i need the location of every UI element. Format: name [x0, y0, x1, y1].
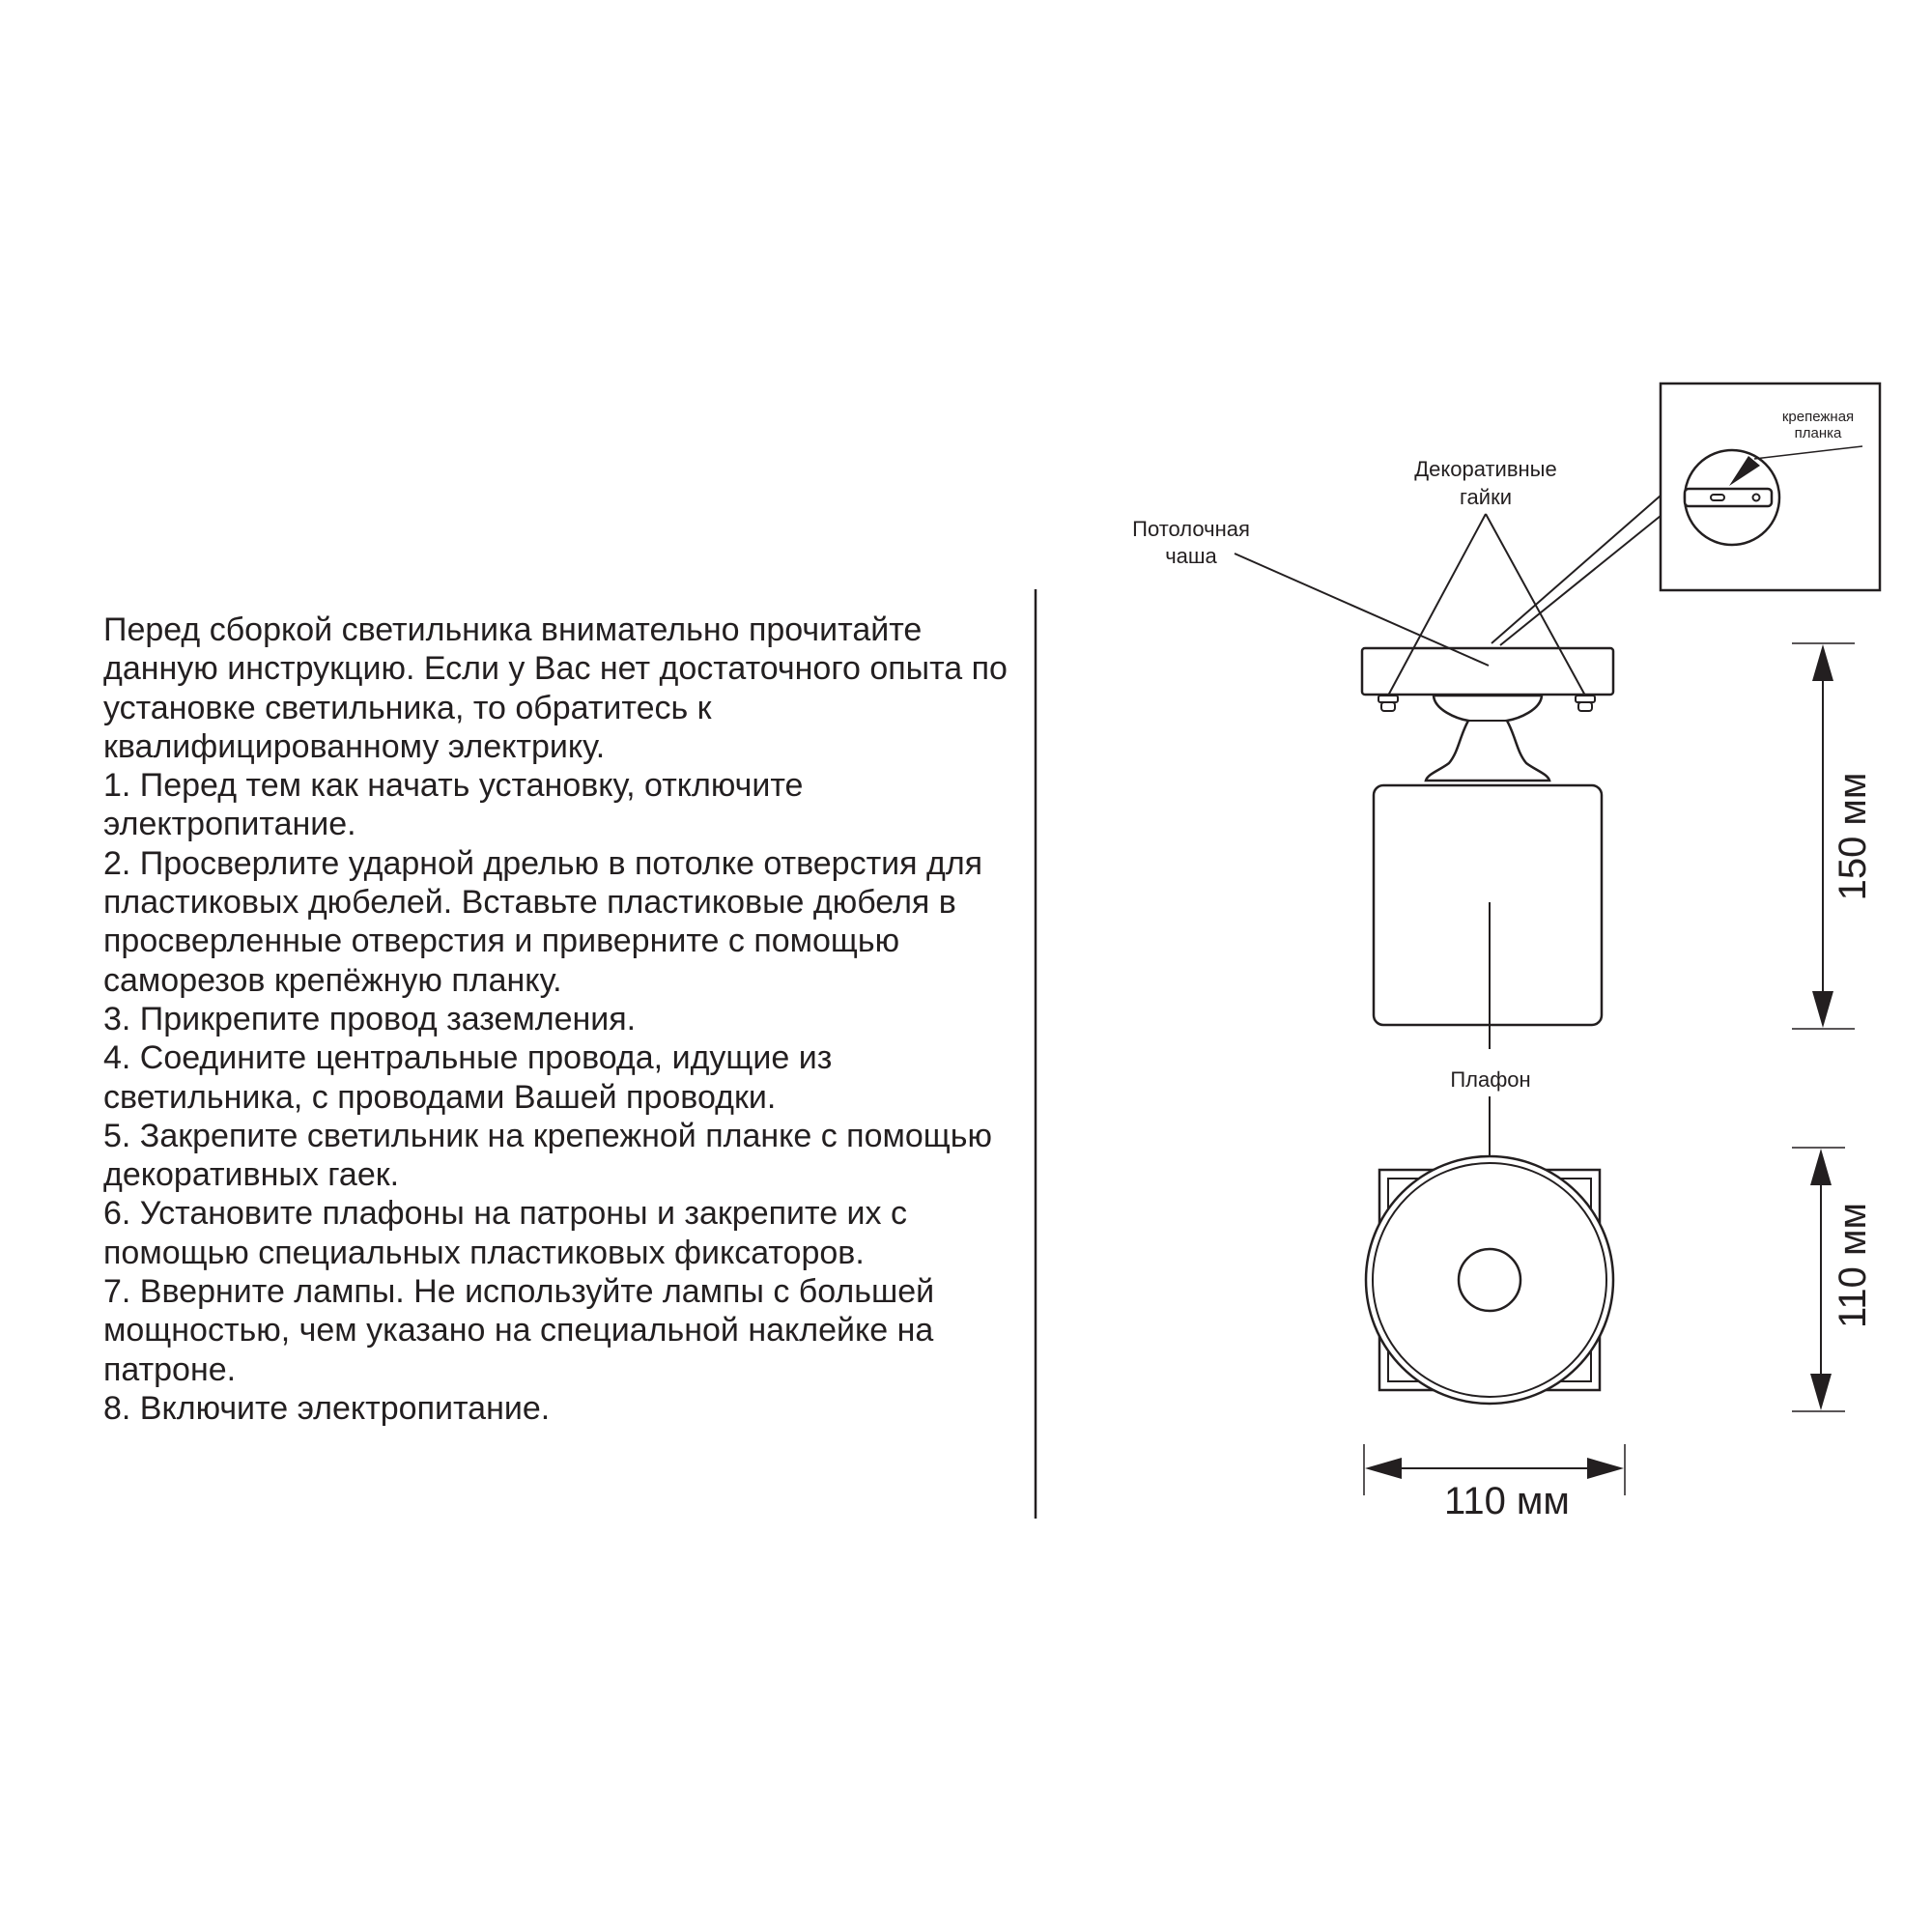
decorative-nuts-label-1: Декоративные — [1414, 457, 1557, 481]
lamp-shade — [1374, 785, 1602, 1025]
decorative-nuts-label-2: гайки — [1460, 485, 1512, 509]
bottom-width-label: 110 мм — [1444, 1480, 1570, 1522]
instruction-step: 6. Установите плафоны на патроны и закрепите их с помощью специальных пластиковых фиксаторов. — [103, 1195, 907, 1271]
lamp-side-view — [1362, 648, 1613, 1025]
instruction-step: 8. Включите электропитание. — [103, 1389, 551, 1427]
ceiling-cup — [1362, 648, 1613, 695]
instruction-step: 5. Закрепите светильник на крепежной планке с помощью декоративных гаек. — [103, 1117, 992, 1194]
dimension-height — [1792, 643, 1874, 1029]
instruction-step: 1. Перед тем как начать установку, отключите электропитание. — [103, 767, 804, 843]
instruction-step: 7. Вверните лампы. Не используйте лампы с большей мощностью, чем указано на специальной наклейке на патроне. — [103, 1273, 935, 1388]
mounting-plate-inset — [1661, 384, 1880, 590]
dimension-side — [1792, 1148, 1874, 1411]
side-width-label: 110 мм — [1832, 1203, 1874, 1328]
inset-callout-line-2 — [1500, 516, 1661, 645]
instruction-step: 3. Прикрепите провод заземления. — [103, 1000, 637, 1037]
lamp-top-view — [1366, 1156, 1613, 1404]
ceiling-cup-label-1: Потолочная — [1132, 517, 1250, 541]
instruction-step: 4. Соедините центральные провода, идущие из светильника, с проводами Вашей проводки. — [103, 1039, 833, 1116]
ceiling-cup-label-2: чаша — [1165, 544, 1217, 568]
instructions-intro: Перед сборкой светильника внимательно прочитайте данную инструкцию. Если у Вас нет достаточного опыта по установке светильника, то обратитесь к квалифицированному электрику. — [103, 611, 1008, 765]
top-view-center — [1459, 1249, 1520, 1311]
instruction-step: 2. Просверлите ударной дрелью в потолке отверстия для пластиковых дюбелей. Вставьте пластиковые дюбеля в просверленные отверстия и приверните с помощью саморезов крепёжную планку. — [103, 844, 983, 999]
decorative-nut-right — [1576, 696, 1595, 711]
dimension-bottom — [1364, 1444, 1625, 1522]
mounting-plate-label-1: крепежная — [1781, 409, 1855, 425]
lamp-neck — [1426, 696, 1549, 781]
height-label: 150 мм — [1832, 772, 1874, 901]
decorative-nut-left — [1378, 696, 1398, 711]
shade-label: Плафон — [1450, 1067, 1531, 1092]
mounting-plate-label-2: планка — [1794, 425, 1842, 441]
